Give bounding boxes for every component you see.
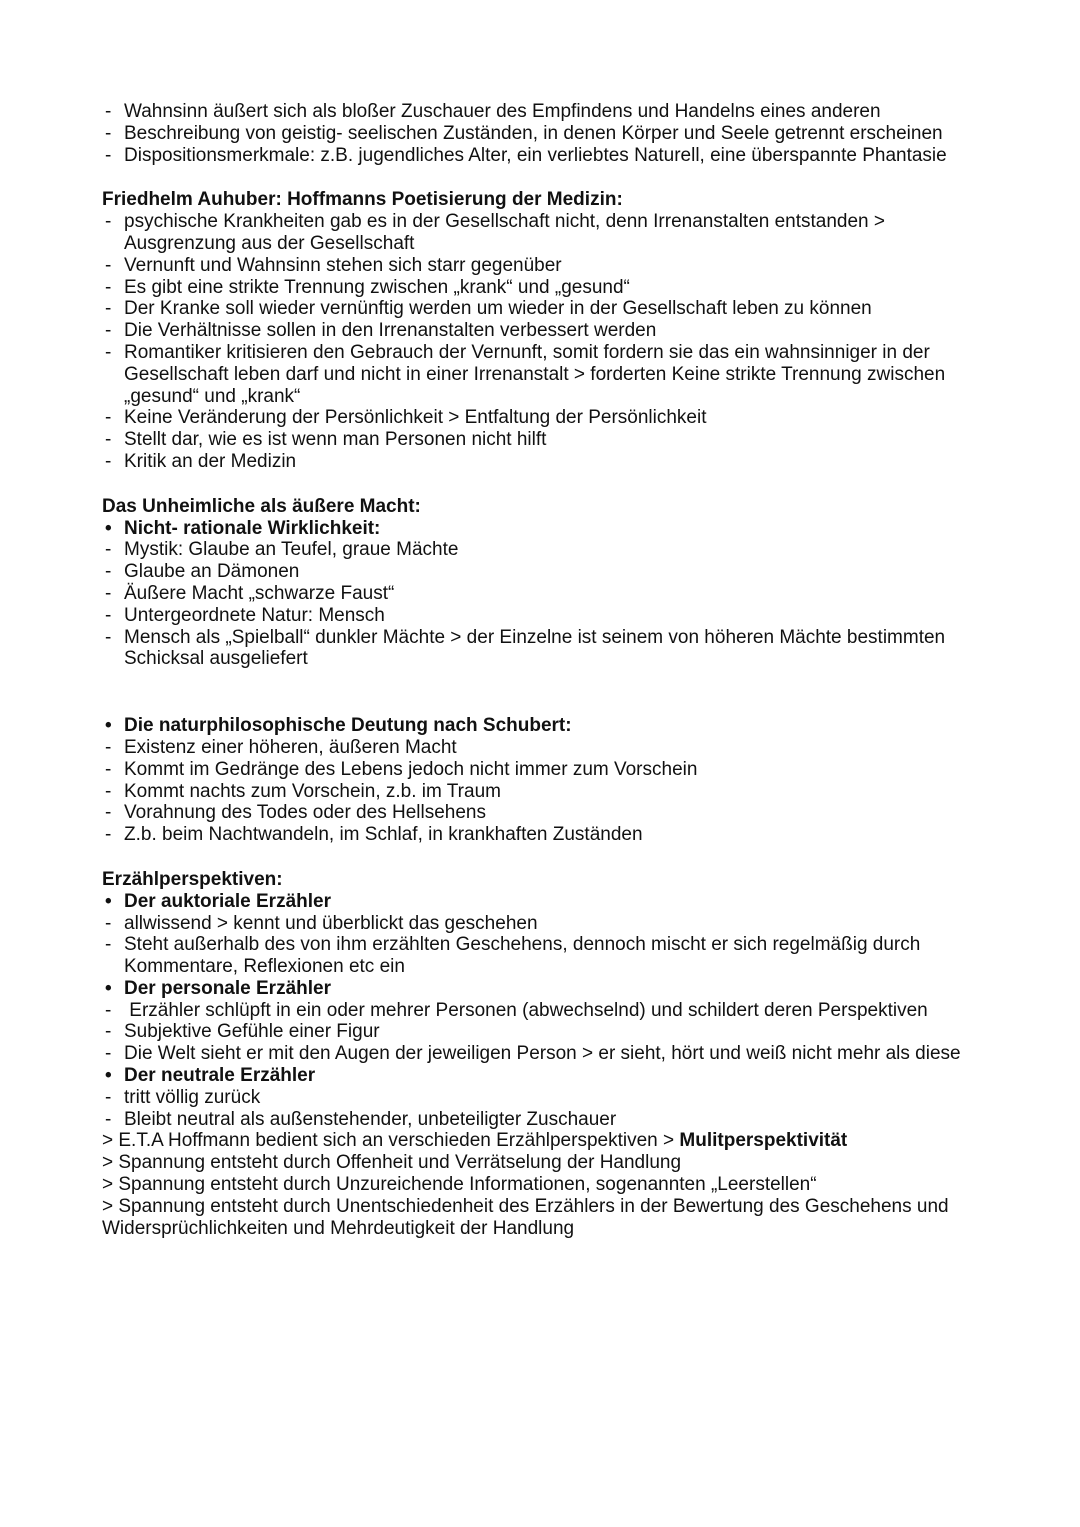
dash-mark: - — [105, 626, 112, 648]
list-item: - Die Verhältnisse sollen in den Irrenanstalten verbessert werden — [105, 320, 657, 342]
dash-mark: - — [105, 780, 112, 802]
personal-list — [102, 1000, 992, 1065]
dash-mark: - — [105, 561, 112, 583]
list-item: - Subjektive Gefühle einer Figur — [105, 1021, 380, 1043]
subheading-personal: • Der personale Erzähler — [105, 977, 331, 999]
list-item: - Bleibt neutral als außenstehender, unbeteiligter Zuschauer — [105, 1108, 617, 1130]
dash-mark: - — [105, 298, 112, 320]
list-item: - Erzähler schlüpft in ein oder mehrer Personen (abwechselnd) und schildert deren Perspektiven — [105, 999, 928, 1021]
dash-mark: - — [105, 341, 112, 363]
list-item: - Der Kranke soll wieder vernünftig werden um wieder in der Gesellschaft leben zu können — [105, 298, 872, 320]
dash-mark: - — [105, 429, 112, 451]
dash-mark: - — [105, 407, 112, 429]
dash-mark: - — [105, 912, 112, 934]
schubert-list — [102, 737, 992, 846]
conclusion-bold: Mulitperspektivität — [679, 1130, 848, 1152]
dash-mark: - — [105, 604, 112, 626]
list-item: - Glaube an Dämonen — [105, 561, 300, 583]
list-item: - tritt völlig zurück — [105, 1086, 261, 1108]
dash-mark: - — [105, 582, 112, 604]
list-item: - Stellt dar, wie es ist wenn man Personen nicht hilft — [105, 429, 547, 451]
list-item: - allwissend > kennt und überblickt das geschehen — [105, 912, 538, 934]
list-item: - Die Welt sieht er mit den Augen der jeweiligen Person > er sieht, hört und weiß nicht mehr als diese — [105, 1043, 961, 1065]
spannung-line: > Spannung entsteht durch Unentschiedenheit des Erzählers in der Bewertung des Geschehens und Widersprüchlichkeiten und Mehrdeutigkeit der Handlung — [102, 1195, 949, 1239]
list-item: - Wahnsinn äußert sich als bloßer Zuschauer des Empfindens und Handelns eines anderen — [105, 101, 881, 122]
section-heading-unheimliche: Das Unheimliche als äußere Macht: — [102, 495, 421, 517]
neutral-list — [102, 1087, 992, 1131]
dash-mark: - — [105, 101, 112, 122]
list-item: - Beschreibung von geistig- seelischen Zuständen, in denen Körper und Seele getrennt erscheinen — [105, 122, 943, 144]
dash-mark: - — [105, 934, 112, 956]
auktorial-list — [102, 913, 992, 978]
bullet-mark: • — [105, 715, 112, 737]
dash-mark: - — [105, 254, 112, 276]
dash-mark: - — [105, 122, 112, 144]
dash-mark: - — [105, 758, 112, 780]
list-item: - Z.b. beim Nachtwandeln, im Schlaf, in krankhaften Zuständen — [105, 824, 643, 846]
list-item: - Steht außerhalb des von ihm erzählten Geschehens, dennoch mischt er sich regelmäßig durch Kommentare, Reflexionen etc ein — [105, 934, 921, 978]
dash-mark: - — [105, 211, 112, 233]
dash-mark: - — [105, 320, 112, 342]
list-item: - Es gibt eine strikte Trennung zwischen „krank“ und „gesund“ — [105, 276, 630, 298]
section-heading-auhuber: Friedhelm Auhuber: Hoffmanns Poetisierung der Medizin: — [102, 189, 623, 211]
document-page — [102, 101, 992, 1239]
dash-mark: - — [105, 1021, 112, 1043]
bullet-mark: • — [105, 1065, 112, 1087]
spannung-line: > Spannung entsteht durch Offenheit und Verrätselung der Handlung — [102, 1152, 682, 1174]
dash-mark: - — [105, 999, 112, 1021]
bullet-mark: • — [105, 517, 112, 539]
list-item: - Mystik: Glaube an Teufel, graue Mächte — [105, 539, 459, 561]
dash-mark: - — [105, 1043, 112, 1065]
list-item: - Vorahnung des Todes oder des Hellsehens — [105, 802, 486, 824]
dash-mark: - — [105, 802, 112, 824]
dash-mark: - — [105, 1108, 112, 1130]
spannung-line: > Spannung entsteht durch Unzureichende Informationen, sogenannten „Leerstellen“ — [102, 1174, 817, 1196]
auhuber-list — [102, 211, 992, 473]
bullet-mark: • — [105, 890, 112, 912]
dash-mark: - — [105, 736, 112, 758]
dash-mark: - — [105, 276, 112, 298]
subheading-auktorial: • Der auktoriale Erzähler — [105, 890, 331, 912]
list-item: - psychische Krankheiten gab es in der Gesellschaft nicht, denn Irrenanstalten entstanden > Ausgrenzung aus der Gesellschaft — [105, 211, 886, 254]
list-item: - Vernunft und Wahnsinn stehen sich starr gegenüber — [105, 254, 562, 276]
subheading-schubert: • Die naturphilosophische Deutung nach Schubert: — [105, 715, 572, 737]
list-item: - Mensch als „Spielball“ dunkler Mächte > der Einzelne ist seinem von höheren Mächte bestimmten Schicksal ausgeliefert — [105, 626, 946, 670]
bullet-mark: • — [105, 977, 112, 999]
dash-mark: - — [105, 450, 112, 472]
dash-mark: - — [105, 1086, 112, 1108]
list-item: - Kommt nachts zum Vorschein, z.b. im Traum — [105, 780, 501, 802]
list-item: - Existenz einer höheren, äußeren Macht — [105, 736, 457, 758]
list-item: - Kommt im Gedränge des Lebens jedoch nicht immer zum Vorschein — [105, 758, 698, 780]
conclusion-line: > E.T.A Hoffmann bedient sich an verschieden Erzählperspektiven > Mulitperspektivität — [102, 1130, 848, 1152]
dash-mark: - — [105, 144, 112, 166]
section-heading-perspektiven: Erzählperspektiven: — [102, 868, 283, 890]
list-item: - Dispositionsmerkmale: z.B. jugendliches Alter, ein verliebtes Naturell, eine überspannte Phantasie — [105, 144, 947, 166]
subheading-neutral: • Der neutrale Erzähler — [105, 1065, 316, 1087]
list-item: - Äußere Macht „schwarze Faust“ — [105, 582, 395, 604]
subheading-nicht-rational: • Nicht- rationale Wirklichkeit: — [105, 517, 381, 539]
intro-list — [102, 101, 992, 166]
dash-mark: - — [105, 824, 112, 846]
list-item: - Untergeordnete Natur: Mensch — [105, 604, 385, 626]
list-item: - Keine Veränderung der Persönlichkeit > Entfaltung der Persönlichkeit — [105, 407, 707, 429]
dash-mark: - — [105, 539, 112, 561]
list-item: - Kritik an der Medizin — [105, 450, 297, 472]
list-item: - Romantiker kritisieren den Gebrauch der Vernunft, somit fordern sie das ein wahnsinniger in der Gesellschaft leben darf und nicht in einer Irrenanstalt > forderten Keine strikte Trennung zwischen „gesund“ und „krank“ — [105, 341, 946, 407]
nicht-rational-list — [102, 539, 992, 670]
